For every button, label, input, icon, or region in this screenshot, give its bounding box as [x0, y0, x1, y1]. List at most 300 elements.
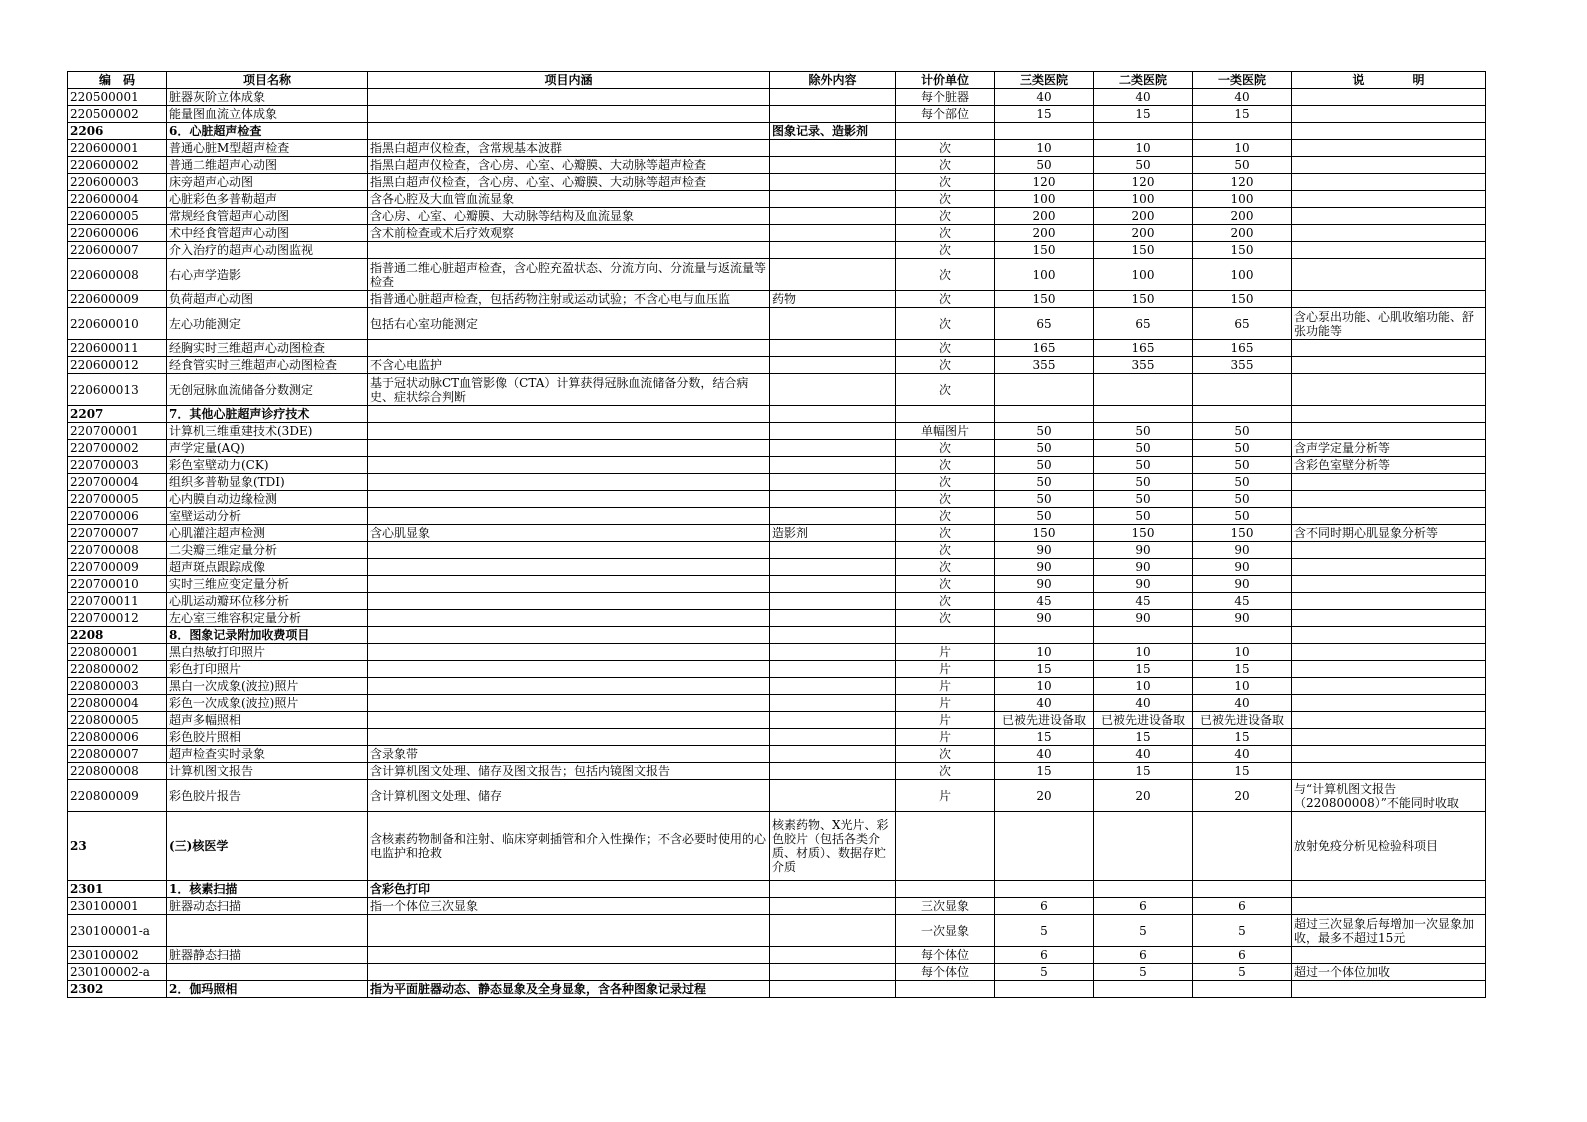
cell-content [368, 423, 770, 440]
table-row [68, 491, 1486, 508]
cell-content [368, 440, 770, 457]
cell-class1-price: 15 [1193, 729, 1292, 746]
cell-content: 不含心电监护 [368, 357, 770, 374]
cell-name [167, 915, 368, 947]
cell-class2-price: 10 [1094, 678, 1193, 695]
cell-class3-price: 90 [995, 559, 1094, 576]
cell-class2-price: 40 [1094, 695, 1193, 712]
cell-class1-price: 165 [1193, 340, 1292, 357]
cell-class1-price: 50 [1193, 440, 1292, 457]
cell-name: 6．心脏超声检查 [167, 123, 368, 140]
cell-class1-price [1193, 406, 1292, 423]
cell-content [368, 947, 770, 964]
cell-content [368, 508, 770, 525]
cell-name: (三)核医学 [167, 812, 368, 881]
table-row [68, 712, 1486, 729]
cell-name: 能量图血流立体成象 [167, 106, 368, 123]
cell-name: 普通二维超声心动图 [167, 157, 368, 174]
cell-code: 220500002 [68, 106, 167, 123]
cell-class2-price: 15 [1094, 763, 1193, 780]
cell-content [368, 89, 770, 106]
header-content: 项目内涵 [368, 72, 770, 89]
cell-name: 彩色室壁动力(CK) [167, 457, 368, 474]
cell-name: 黑白一次成象(波拉)照片 [167, 678, 368, 695]
cell-note [1292, 208, 1486, 225]
cell-note [1292, 610, 1486, 627]
cell-unit: 次 [896, 357, 995, 374]
cell-exclusions [770, 308, 896, 340]
cell-note [1292, 123, 1486, 140]
cell-note [1292, 729, 1486, 746]
cell-class1-price: 100 [1193, 191, 1292, 208]
cell-unit [896, 627, 995, 644]
cell-class2-price [1094, 981, 1193, 998]
cell-class3-price: 40 [995, 89, 1094, 106]
cell-code: 220600001 [68, 140, 167, 157]
cell-content: 含计算机图文处理、储存 [368, 780, 770, 812]
header-code: 编 码 [68, 72, 167, 89]
cell-exclusions [770, 610, 896, 627]
cell-code: 220800002 [68, 661, 167, 678]
cell-note [1292, 947, 1486, 964]
cell-exclusions [770, 374, 896, 406]
cell-class3-price: 355 [995, 357, 1094, 374]
cell-unit: 次 [896, 508, 995, 525]
cell-class3-price: 已被先进设备取 [995, 712, 1094, 729]
cell-note [1292, 374, 1486, 406]
cell-name: 床旁超声心动图 [167, 174, 368, 191]
cell-class1-price: 10 [1193, 678, 1292, 695]
cell-class2-price: 65 [1094, 308, 1193, 340]
cell-note: 放射免疫分析见检验科项目 [1292, 812, 1486, 881]
cell-name: 声学定量(AQ) [167, 440, 368, 457]
cell-class3-price: 15 [995, 106, 1094, 123]
cell-class1-price: 90 [1193, 576, 1292, 593]
cell-name: 室壁运动分析 [167, 508, 368, 525]
cell-name: 彩色一次成象(波拉)照片 [167, 695, 368, 712]
cell-class3-price: 200 [995, 225, 1094, 242]
cell-note [1292, 763, 1486, 780]
cell-class2-price [1094, 812, 1193, 881]
cell-class2-price: 15 [1094, 729, 1193, 746]
cell-content: 指普通二维心脏超声检查，含心腔充盈状态、分流方向、分流量与返流量等检查 [368, 259, 770, 291]
cell-code: 220600006 [68, 225, 167, 242]
table-row [68, 457, 1486, 474]
cell-name: 普通心脏M型超声检查 [167, 140, 368, 157]
cell-name: 实时三维应变定量分析 [167, 576, 368, 593]
table-row [68, 678, 1486, 695]
cell-class2-price: 40 [1094, 89, 1193, 106]
cell-name: 彩色胶片照相 [167, 729, 368, 746]
cell-class3-price: 200 [995, 208, 1094, 225]
cell-name: 心肌运动瓣环位移分析 [167, 593, 368, 610]
cell-class3-price: 65 [995, 308, 1094, 340]
cell-code: 220800008 [68, 763, 167, 780]
cell-class3-price: 40 [995, 695, 1094, 712]
cell-class2-price: 5 [1094, 964, 1193, 981]
cell-class1-price: 10 [1193, 140, 1292, 157]
cell-class2-price: 100 [1094, 191, 1193, 208]
cell-code: 220600012 [68, 357, 167, 374]
cell-content [368, 610, 770, 627]
table-row [68, 423, 1486, 440]
cell-class2-price: 50 [1094, 157, 1193, 174]
cell-name: 二尖瓣三维定量分析 [167, 542, 368, 559]
cell-unit [896, 406, 995, 423]
cell-class3-price: 150 [995, 242, 1094, 259]
cell-note [1292, 593, 1486, 610]
cell-class2-price: 200 [1094, 225, 1193, 242]
cell-name: 组织多普勒显象(TDI) [167, 474, 368, 491]
cell-note [1292, 881, 1486, 898]
cell-class1-price: 15 [1193, 661, 1292, 678]
cell-content [368, 406, 770, 423]
cell-code: 220700005 [68, 491, 167, 508]
cell-note [1292, 225, 1486, 242]
table-row [68, 593, 1486, 610]
cell-code: 220700006 [68, 508, 167, 525]
cell-note [1292, 712, 1486, 729]
cell-class1-price: 65 [1193, 308, 1292, 340]
cell-unit: 片 [896, 729, 995, 746]
cell-unit [896, 812, 995, 881]
cell-class2-price [1094, 123, 1193, 140]
cell-unit: 次 [896, 291, 995, 308]
section-row [68, 406, 1486, 423]
cell-class1-price: 150 [1193, 525, 1292, 542]
cell-content [368, 915, 770, 947]
cell-class2-price: 120 [1094, 174, 1193, 191]
cell-class1-price: 50 [1193, 423, 1292, 440]
cell-code: 220600007 [68, 242, 167, 259]
cell-code: 230100001-a [68, 915, 167, 947]
cell-note [1292, 981, 1486, 998]
cell-code: 220600005 [68, 208, 167, 225]
cell-exclusions [770, 915, 896, 947]
cell-unit: 次 [896, 259, 995, 291]
cell-class3-price: 40 [995, 746, 1094, 763]
cell-class3-price: 50 [995, 491, 1094, 508]
cell-class3-price: 90 [995, 610, 1094, 627]
cell-note: 超过三次显象后每增加一次显象加收，最多不超过15元 [1292, 915, 1486, 947]
table-row [68, 374, 1486, 406]
table-row [68, 780, 1486, 812]
cell-code: 220700002 [68, 440, 167, 457]
cell-exclusions: 图象记录、造影剂 [770, 123, 896, 140]
cell-class2-price: 90 [1094, 542, 1193, 559]
cell-exclusions [770, 140, 896, 157]
cell-class2-price: 40 [1094, 746, 1193, 763]
cell-class1-price: 6 [1193, 898, 1292, 915]
cell-note [1292, 89, 1486, 106]
cell-code: 2206 [68, 123, 167, 140]
cell-unit: 次 [896, 746, 995, 763]
cell-exclusions [770, 881, 896, 898]
cell-name: 心脏彩色多普勒超声 [167, 191, 368, 208]
cell-exclusions [770, 89, 896, 106]
table-row [68, 225, 1486, 242]
section-row [68, 123, 1486, 140]
cell-class2-price: 6 [1094, 898, 1193, 915]
cell-exclusions [770, 357, 896, 374]
cell-code: 230100002 [68, 947, 167, 964]
cell-class1-price: 200 [1193, 225, 1292, 242]
cell-note [1292, 678, 1486, 695]
cell-class2-price: 90 [1094, 559, 1193, 576]
cell-class1-price: 5 [1193, 964, 1292, 981]
cell-class3-price: 15 [995, 729, 1094, 746]
cell-code: 220700004 [68, 474, 167, 491]
cell-class3-price: 5 [995, 915, 1094, 947]
cell-class2-price [1094, 627, 1193, 644]
cell-exclusions [770, 576, 896, 593]
cell-class2-price [1094, 406, 1193, 423]
table-row [68, 291, 1486, 308]
cell-content: 含计算机图文处理、储存及图文报告；包括内镜图文报告 [368, 763, 770, 780]
cell-name: 8．图象记录附加收费项目 [167, 627, 368, 644]
cell-note [1292, 140, 1486, 157]
cell-class2-price: 90 [1094, 610, 1193, 627]
cell-class2-price: 5 [1094, 915, 1193, 947]
header-class3: 三类医院 [995, 72, 1094, 89]
cell-exclusions [770, 695, 896, 712]
cell-class1-price [1193, 881, 1292, 898]
cell-code: 2208 [68, 627, 167, 644]
table-row [68, 157, 1486, 174]
cell-unit: 次 [896, 242, 995, 259]
cell-exclusions [770, 225, 896, 242]
cell-note [1292, 106, 1486, 123]
table-row [68, 915, 1486, 947]
cell-class2-price: 已被先进设备取 [1094, 712, 1193, 729]
cell-class3-price: 10 [995, 644, 1094, 661]
cell-code: 23 [68, 812, 167, 881]
cell-class2-price: 150 [1094, 242, 1193, 259]
cell-class3-price: 45 [995, 593, 1094, 610]
cell-code: 220800004 [68, 695, 167, 712]
cell-code: 220500001 [68, 89, 167, 106]
cell-unit: 次 [896, 763, 995, 780]
cell-name: 心肌灌注超声检测 [167, 525, 368, 542]
cell-class2-price: 50 [1094, 508, 1193, 525]
cell-exclusions [770, 491, 896, 508]
cell-note [1292, 357, 1486, 374]
cell-class2-price: 50 [1094, 491, 1193, 508]
cell-name: 彩色胶片报告 [167, 780, 368, 812]
cell-note [1292, 174, 1486, 191]
cell-unit: 三次显象 [896, 898, 995, 915]
cell-note [1292, 576, 1486, 593]
cell-class1-price: 200 [1193, 208, 1292, 225]
cell-class3-price: 50 [995, 474, 1094, 491]
cell-unit: 次 [896, 308, 995, 340]
table-row [68, 644, 1486, 661]
cell-name: 1．核素扫描 [167, 881, 368, 898]
header-unit: 计价单位 [896, 72, 995, 89]
cell-exclusions [770, 242, 896, 259]
cell-name: 左心功能测定 [167, 308, 368, 340]
cell-class1-price: 150 [1193, 291, 1292, 308]
table-row [68, 525, 1486, 542]
cell-class1-price: 10 [1193, 644, 1292, 661]
cell-class1-price: 50 [1193, 457, 1292, 474]
cell-name: 彩色打印照片 [167, 661, 368, 678]
cell-exclusions [770, 593, 896, 610]
table-row [68, 340, 1486, 357]
table-row [68, 208, 1486, 225]
cell-name: 常规经食管超声心动图 [167, 208, 368, 225]
cell-unit: 片 [896, 780, 995, 812]
cell-class3-price [995, 812, 1094, 881]
cell-content: 指普通心脏超声检查，包括药物注射或运动试验；不含心电与血压监 [368, 291, 770, 308]
cell-content [368, 661, 770, 678]
cell-class2-price [1094, 374, 1193, 406]
cell-class1-price [1193, 627, 1292, 644]
cell-exclusions [770, 627, 896, 644]
cell-note [1292, 898, 1486, 915]
cell-note [1292, 157, 1486, 174]
cell-class3-price: 10 [995, 678, 1094, 695]
cell-class3-price [995, 881, 1094, 898]
cell-code: 220700007 [68, 525, 167, 542]
cell-class3-price: 50 [995, 423, 1094, 440]
cell-unit: 次 [896, 225, 995, 242]
cell-class1-price [1193, 812, 1292, 881]
table-row [68, 661, 1486, 678]
cell-class3-price: 50 [995, 508, 1094, 525]
cell-exclusions [770, 981, 896, 998]
cell-name: 超声多幅照相 [167, 712, 368, 729]
cell-note [1292, 291, 1486, 308]
cell-code: 220600009 [68, 291, 167, 308]
table-row [68, 89, 1486, 106]
cell-exclusions [770, 259, 896, 291]
cell-content: 指黑白超声仪检查，含常规基本波群 [368, 140, 770, 157]
cell-unit: 次 [896, 340, 995, 357]
cell-unit: 次 [896, 374, 995, 406]
cell-name: 脏器灰阶立体成象 [167, 89, 368, 106]
cell-unit: 每个体位 [896, 947, 995, 964]
cell-content [368, 964, 770, 981]
cell-class1-price: 50 [1193, 491, 1292, 508]
cell-note [1292, 508, 1486, 525]
cell-class1-price: 100 [1193, 259, 1292, 291]
cell-exclusions [770, 440, 896, 457]
cell-exclusions [770, 157, 896, 174]
cell-content: 指黑白超声仪检查，含心房、心室、心瓣膜、大动脉等超声检查 [368, 157, 770, 174]
cell-unit: 次 [896, 593, 995, 610]
cell-code: 220700011 [68, 593, 167, 610]
cell-exclusions [770, 406, 896, 423]
cell-name: 超声检查实时录象 [167, 746, 368, 763]
cell-code: 220700003 [68, 457, 167, 474]
cell-class3-price: 150 [995, 525, 1094, 542]
cell-code: 2301 [68, 881, 167, 898]
cell-class2-price: 165 [1094, 340, 1193, 357]
cell-exclusions [770, 208, 896, 225]
cell-exclusions [770, 508, 896, 525]
cell-name: 介入治疗的超声心动图监视 [167, 242, 368, 259]
section-row [68, 981, 1486, 998]
table-row [68, 474, 1486, 491]
cell-exclusions [770, 340, 896, 357]
cell-code: 230100002-a [68, 964, 167, 981]
header-class2: 二类医院 [1094, 72, 1193, 89]
cell-name: 经胸实时三维超声心动图检查 [167, 340, 368, 357]
cell-exclusions [770, 661, 896, 678]
cell-unit: 次 [896, 457, 995, 474]
cell-name: 计算机图文报告 [167, 763, 368, 780]
cell-class1-price: 6 [1193, 947, 1292, 964]
cell-exclusions [770, 712, 896, 729]
cell-code: 220700012 [68, 610, 167, 627]
cell-name: 心内膜自动边缘检测 [167, 491, 368, 508]
cell-unit: 次 [896, 157, 995, 174]
cell-content: 含术前检查或术后疗效观察 [368, 225, 770, 242]
cell-exclusions [770, 644, 896, 661]
cell-class1-price: 120 [1193, 174, 1292, 191]
cell-unit: 次 [896, 576, 995, 593]
table-row [68, 140, 1486, 157]
cell-exclusions [770, 746, 896, 763]
cell-class1-price: 15 [1193, 763, 1292, 780]
cell-unit: 次 [896, 610, 995, 627]
cell-class1-price: 90 [1193, 542, 1292, 559]
cell-note [1292, 242, 1486, 259]
cell-exclusions [770, 174, 896, 191]
cell-code: 220800001 [68, 644, 167, 661]
cell-class2-price: 150 [1094, 291, 1193, 308]
cell-content [368, 542, 770, 559]
cell-unit: 次 [896, 208, 995, 225]
cell-name: 经食管实时三维超声心动图检查 [167, 357, 368, 374]
table-row [68, 508, 1486, 525]
cell-class3-price: 50 [995, 157, 1094, 174]
cell-class3-price [995, 981, 1094, 998]
cell-exclusions [770, 763, 896, 780]
cell-class1-price: 355 [1193, 357, 1292, 374]
cell-class1-price: 40 [1193, 695, 1292, 712]
cell-class3-price: 6 [995, 947, 1094, 964]
cell-unit: 次 [896, 559, 995, 576]
cell-class3-price: 100 [995, 259, 1094, 291]
cell-content: 含录象带 [368, 746, 770, 763]
cell-code: 220600003 [68, 174, 167, 191]
cell-unit: 一次显象 [896, 915, 995, 947]
cell-class1-price: 50 [1193, 157, 1292, 174]
table-row [68, 174, 1486, 191]
cell-code: 220700001 [68, 423, 167, 440]
cell-exclusions: 造影剂 [770, 525, 896, 542]
cell-class2-price: 50 [1094, 474, 1193, 491]
cell-content [368, 593, 770, 610]
cell-class3-price: 50 [995, 440, 1094, 457]
cell-name: 超声斑点跟踪成像 [167, 559, 368, 576]
cell-class3-price: 50 [995, 457, 1094, 474]
cell-class2-price: 150 [1094, 525, 1193, 542]
cell-class1-price: 15 [1193, 106, 1292, 123]
cell-content [368, 627, 770, 644]
cell-class2-price: 100 [1094, 259, 1193, 291]
cell-code: 230100001 [68, 898, 167, 915]
cell-content: 指黑白超声仪检查，含心房、心室、心瓣膜、大动脉等超声检查 [368, 174, 770, 191]
table-row [68, 964, 1486, 981]
cell-unit: 次 [896, 140, 995, 157]
cell-unit [896, 881, 995, 898]
cell-note: 含不同时期心肌显象分析等 [1292, 525, 1486, 542]
cell-note [1292, 644, 1486, 661]
cell-class1-price [1193, 981, 1292, 998]
